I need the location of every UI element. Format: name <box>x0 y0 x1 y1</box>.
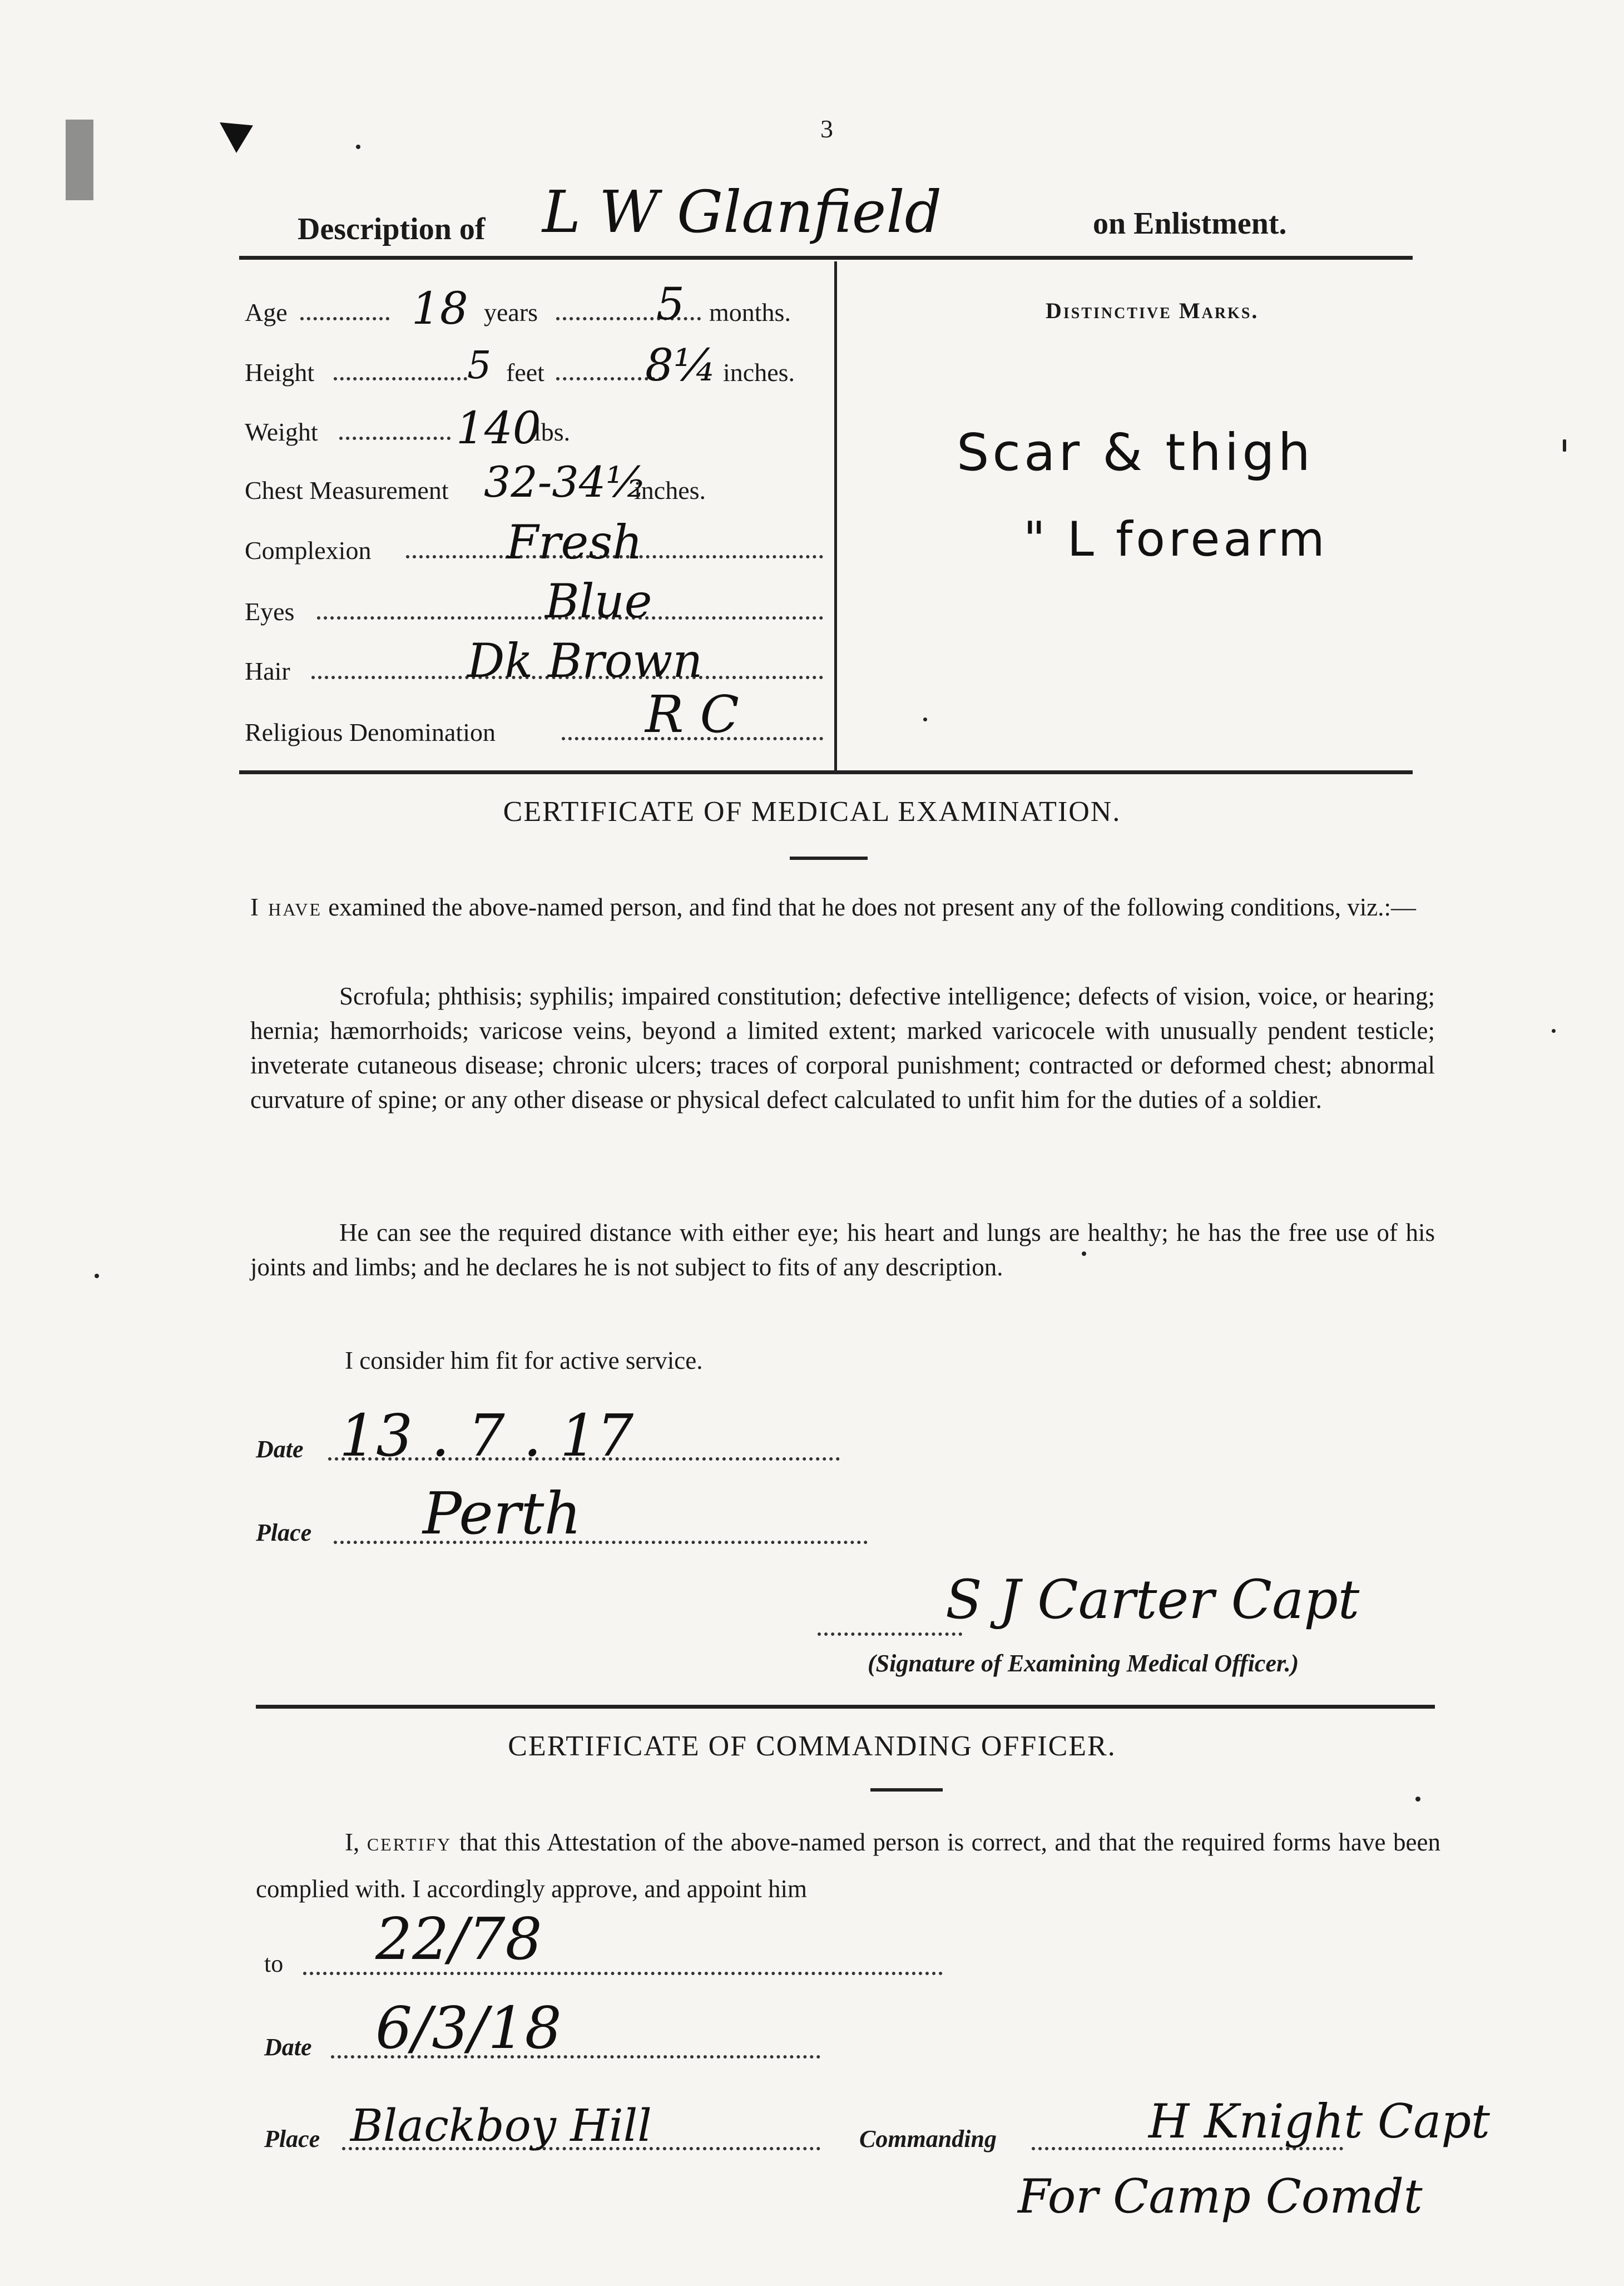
fitness-text: He can see the required distance with either eye; his heart and lungs are healthy; he has the free use of his joints and limbs; and he declares he is not subject to fits of any description. <box>250 1219 1435 1281</box>
eyes-row <box>245 574 823 629</box>
scan-mark <box>66 120 93 200</box>
scan-speck <box>1415 1797 1420 1802</box>
signature-dots <box>818 1632 962 1636</box>
hair-value: Dk Brown <box>467 634 703 688</box>
heading-underline <box>790 857 868 860</box>
scan-mark <box>220 122 253 153</box>
scan-speck <box>1552 1029 1556 1033</box>
height-label: Height <box>245 358 315 387</box>
commanding-to-row <box>264 1905 959 1986</box>
medical-place-row <box>256 1480 868 1552</box>
religion-row <box>245 685 823 748</box>
inches-label: inches. <box>723 358 795 387</box>
age-years: 18 <box>412 283 468 334</box>
months-label: months. <box>709 298 791 326</box>
eyes-label: Eyes <box>245 597 295 626</box>
hair-row <box>245 634 823 688</box>
commanding-label: Commanding <box>859 2125 997 2153</box>
header-rule <box>239 256 1413 260</box>
weight-label: Weight <box>245 418 318 446</box>
place-label: Place <box>256 1519 312 1546</box>
age-label: Age <box>245 298 288 326</box>
commanding-certify <box>256 1819 1440 1912</box>
distinctive-marks-line2: " L forearm <box>1023 512 1328 567</box>
place-value: Blackboy Hill <box>350 2100 652 2151</box>
certify-caps: certify <box>367 1828 452 1856</box>
medical-intro <box>250 890 1435 924</box>
age-row <box>245 278 823 334</box>
chest-value: 32-34½ <box>484 457 647 507</box>
dots <box>300 317 389 320</box>
header-name: L W Glanfield <box>542 178 942 246</box>
distinctive-marks-heading: Distinctive Marks. <box>1046 298 1259 323</box>
to-label: to <box>264 1950 284 1977</box>
religion-value: R C <box>645 685 739 744</box>
section-rule <box>256 1705 1435 1709</box>
chest-label: Chest Measurement <box>245 476 449 504</box>
commanding-officer-row <box>859 2094 1527 2161</box>
weight-value: 140 <box>456 402 541 454</box>
hair-label: Hair <box>245 657 290 685</box>
dots <box>334 377 467 380</box>
intro-caps: I have <box>250 893 322 921</box>
complexion-label: Complexion <box>245 536 372 565</box>
date-label: Date <box>264 2033 312 2061</box>
complexion-row <box>245 515 823 570</box>
chest-row <box>245 457 823 507</box>
place-label: Place <box>264 2125 320 2153</box>
camp-note: For Camp Comdt <box>1018 2169 1423 2224</box>
medical-signature: S J Carter Capt <box>945 1568 1360 1631</box>
medical-consider: I consider him fit for active service. <box>345 1347 703 1374</box>
certify-prefix: I, <box>345 1828 360 1856</box>
signature-caption: (Signature of Examining Medical Officer.) <box>868 1650 1299 1677</box>
date-value: 13 . 7 . 17 <box>339 1402 634 1469</box>
header-suffix: on Enlistment. <box>1093 206 1287 241</box>
religion-label: Religious Denomination <box>245 718 496 746</box>
medical-conditions <box>250 979 1435 1117</box>
dots <box>334 1541 868 1544</box>
certify-text: that this Attestation of the above-named person is correct, and that the required forms have been complied with. I accordingly approve, and appoint him <box>256 1828 1441 1903</box>
commanding-place-row <box>264 2100 820 2161</box>
years-label: years <box>484 298 538 326</box>
medical-fitness <box>250 1215 1435 1284</box>
commanding-value: H Knight Capt <box>1148 2094 1490 2149</box>
medical-date-row <box>256 1402 868 1469</box>
weight-row <box>245 402 823 454</box>
date-label: Date <box>256 1436 304 1463</box>
section-rule <box>239 770 1413 774</box>
complexion-value: Fresh <box>506 515 643 570</box>
date-value: 6/3/18 <box>375 1994 562 2062</box>
intro-text: examined the above-named person, and find that he does not present any of the following conditions, viz.:— <box>328 893 1416 921</box>
header-line <box>298 178 1432 250</box>
distinctive-marks-line1: Scar & thigh <box>957 423 1314 482</box>
lbs-label: lbs. <box>534 418 571 446</box>
commanding-date-row <box>264 1994 820 2066</box>
scan-speck <box>923 718 927 721</box>
scan-speck <box>356 145 360 149</box>
chest-suffix: inches. <box>634 476 706 504</box>
medical-heading: CERTIFICATE OF MEDICAL EXAMINATION. <box>503 796 1121 828</box>
page-number: 3 <box>820 115 833 143</box>
dots <box>339 437 450 440</box>
to-value: 22/78 <box>375 1905 542 1973</box>
conditions-text: Scrofula; phthisis; syphilis; impaired constitution; defective intelligence; defects of vision, voice, or hearing; hernia; hæmorrhoids; varicose veins, beyond a limited extent; marked varicocele with unusually pendent testicle; inveterate cutaneous disease; chronic ulcers; traces of corporal punishment; contracted or deformed chest; abnormal curvature of spine; or any other disease or physical defect calculated to unfit him for the duties of a soldier. <box>250 982 1435 1114</box>
height-row <box>245 339 823 391</box>
header-prefix: Description of <box>298 212 486 246</box>
scan-speck <box>1563 439 1566 452</box>
height-inches: 8¼ <box>645 339 717 391</box>
eyes-value: Blue <box>545 574 652 629</box>
commanding-heading: CERTIFICATE OF COMMANDING OFFICER. <box>508 1730 1116 1762</box>
feet-label: feet <box>506 358 544 387</box>
column-divider <box>834 261 837 773</box>
age-months: 5 <box>656 278 685 330</box>
height-feet: 5 <box>467 344 492 388</box>
scan-speck <box>95 1274 99 1278</box>
place-value: Perth <box>423 1480 582 1547</box>
description-block <box>245 278 829 768</box>
scan-speck <box>1082 1251 1086 1256</box>
heading-underline <box>870 1788 943 1792</box>
